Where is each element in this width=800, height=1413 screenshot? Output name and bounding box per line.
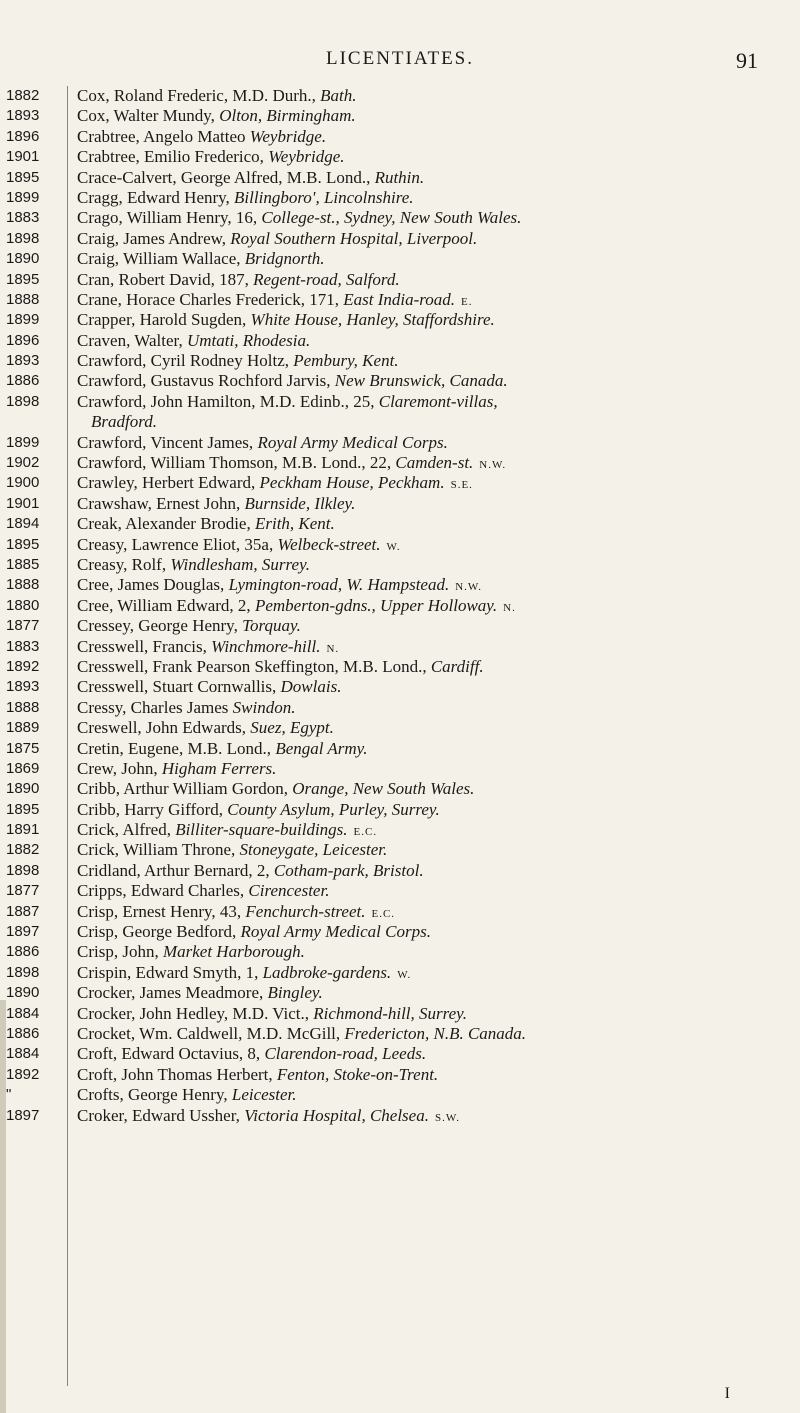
entry-name: Crago, William Henry, 16,: [77, 208, 262, 228]
entry-text: [77, 739, 780, 759]
entry-year: 1901: [6, 148, 40, 166]
list-item: [0, 535, 800, 555]
list-item: [0, 983, 800, 1003]
entry-address: Higham Ferrers.: [161, 758, 277, 778]
entry-address: Fenchurch-street.: [245, 901, 366, 921]
entry-address: Ladbroke-gardens.: [262, 962, 392, 982]
entry-name: Croft, John Thomas Herbert,: [77, 1064, 277, 1084]
entry-year: 1882: [6, 841, 40, 859]
entry-address: Bingley.: [267, 983, 323, 1003]
entry-name: Crabtree, Angelo Matteo: [77, 126, 250, 146]
entry-address: Bath.: [320, 86, 357, 105]
list-item: [0, 800, 800, 820]
entry-text: [77, 290, 780, 312]
entry-text: [77, 779, 780, 799]
entry-name: Cree, James Douglas,: [77, 575, 229, 595]
list-item: [0, 1044, 800, 1064]
entry-address: Cardiff.: [430, 656, 484, 676]
list-item: [0, 392, 800, 433]
entry-year: 1895: [6, 270, 40, 288]
entry-text: [77, 881, 780, 901]
entry-year: 1884: [6, 1004, 40, 1022]
entry-year: 1892: [6, 657, 40, 675]
entry-year: 1889: [6, 719, 40, 737]
entry-name: Craig, James Andrew,: [77, 228, 231, 248]
entry-address: Pemberton-gdns., Upper Holloway.: [254, 595, 498, 615]
entry-address: New Brunswick, Canada.: [334, 371, 508, 391]
entry-name: Crawford, Cyril Rodney Holtz,: [77, 351, 294, 371]
entry-name: Crawford, Gustavus Rochford Jarvis,: [77, 371, 335, 391]
entry-text: [77, 1024, 780, 1044]
list-item: [0, 1004, 800, 1024]
entry-address: Suez, Egypt.: [250, 718, 334, 738]
entry-district: N.: [326, 642, 340, 655]
entry-name: Creasy, Rolf,: [77, 555, 171, 574]
entry-name: Crisp, Ernest Henry, 43,: [77, 901, 246, 921]
entry-name: Crisp, John,: [77, 942, 163, 962]
entry-year: 1901: [6, 494, 40, 512]
entry-text: [77, 310, 780, 330]
entry-name: Crofts, George Henry,: [77, 1085, 232, 1105]
entry-year: 1891: [6, 821, 40, 839]
entry-name: Craven, Walter,: [77, 330, 187, 350]
entry-address: Fenton, Stoke-on-Trent.: [276, 1064, 439, 1084]
entry-address: Royal Army Medical Corps.: [240, 922, 431, 942]
entry-name: Croft, Edward Octavius, 8,: [77, 1044, 265, 1064]
entry-address: Weybridge.: [249, 126, 327, 146]
entry-year: 1893: [6, 107, 40, 125]
entry-text: [77, 861, 780, 881]
list-item: [0, 616, 800, 636]
entry-text: [77, 596, 780, 618]
entry-name: Crane, Horace Charles Frederick, 171,: [77, 289, 344, 309]
entry-address: Winchmore-hill.: [211, 636, 321, 656]
entry-year: 1893: [6, 352, 40, 370]
entry-year: 1884: [6, 1045, 40, 1063]
entry-name: Cripps, Edward Charles,: [77, 881, 249, 901]
list-item: [0, 1065, 800, 1085]
list-item: [0, 698, 800, 718]
entry-district: E.: [461, 295, 473, 308]
entry-name: Crawford, Vincent James,: [77, 432, 258, 452]
entry-name: Croker, Edward Ussher,: [77, 1105, 245, 1125]
entry-name: Creak, Alexander Brodie,: [77, 514, 255, 534]
entry-address: Umtati, Rhodesia.: [187, 330, 311, 350]
entry-text: [77, 820, 780, 842]
entry-text: [77, 657, 780, 677]
list-item: [0, 351, 800, 371]
entry-text: [77, 229, 780, 249]
entry-name: Crace-Calvert, George Alfred, M.B. Lond.,: [77, 167, 375, 187]
entry-address: Claremont-villas,: [378, 391, 498, 411]
entry-address: Bengal Army.: [275, 738, 368, 758]
list-item: [0, 188, 800, 208]
list-item: [0, 1024, 800, 1044]
list-item: [0, 718, 800, 738]
entry-address: Leicester.: [231, 1085, 297, 1105]
entry-text: [77, 392, 780, 433]
entry-year: 1899: [6, 188, 40, 206]
entry-year: 1896: [6, 127, 40, 145]
entry-district: W.: [397, 968, 412, 981]
entry-name: Cressy, Charles James: [77, 697, 233, 717]
list-item: [0, 1085, 800, 1105]
entry-year: 1898: [6, 392, 40, 410]
entry-year: 1895: [6, 800, 40, 818]
entry-address: Weybridge.: [268, 147, 345, 167]
entry-name: Crapper, Harold Sugden,: [77, 310, 251, 330]
entry-year: 1899: [6, 433, 40, 451]
entry-address: Richmond-hill, Surrey.: [313, 1003, 468, 1023]
entry-name: Crocket, Wm. Caldwell, M.D. McGill,: [77, 1023, 345, 1043]
entry-address: Peckham House, Peckham.: [259, 473, 445, 493]
entry-address: Ruthin.: [374, 167, 425, 187]
entry-district: W.: [386, 540, 401, 553]
list-item: [0, 637, 800, 657]
entry-text: [77, 575, 780, 597]
list-item: [0, 942, 800, 962]
entry-address: Royal Southern Hospital, Liverpool.: [230, 228, 478, 248]
entry-year: 1887: [6, 902, 40, 920]
entry-year: 1899: [6, 311, 40, 329]
entry-district: E.C.: [353, 826, 378, 839]
list-item: [0, 270, 800, 290]
entry-name: Crawley, Herbert Edward,: [77, 473, 260, 493]
entry-name: Crocker, James Meadmore,: [77, 983, 268, 1003]
entry-address: College-st., Sydney, New South Wales.: [261, 208, 522, 228]
entry-year: 1902: [6, 454, 40, 472]
entry-year: 1888: [6, 576, 40, 594]
entry-name: Cressey, George Henry,: [77, 616, 243, 636]
entry-year: 1882: [6, 87, 40, 104]
entry-text: [77, 840, 780, 860]
entry-address: Cirencester.: [248, 881, 330, 901]
entry-year: 1895: [6, 168, 40, 186]
entry-district: N.: [503, 601, 516, 614]
entry-name: Crawford, William Thomson, M.B. Lond., 22,: [77, 453, 396, 473]
entry-text: [77, 677, 780, 697]
entry-address: County Asylum, Purley, Surrey.: [227, 799, 440, 819]
list-item: [0, 168, 800, 188]
list-item: [0, 922, 800, 942]
entry-year: 1888: [6, 290, 40, 308]
entry-text: [77, 473, 780, 495]
entry-address: East India-road.: [343, 289, 455, 309]
entry-name: Crew, John,: [77, 758, 162, 778]
entry-district: S.E.: [450, 479, 473, 492]
list-item: [0, 249, 800, 269]
entry-text: [77, 983, 780, 1003]
entry-text: [77, 371, 780, 391]
list-item: [0, 677, 800, 697]
page-number: 91: [736, 48, 758, 73]
entry-address: Victoria Hospital, Chelsea.: [244, 1105, 429, 1125]
entry-text: [77, 759, 780, 779]
entry-text: [77, 453, 780, 475]
entry-address: Royal Army Medical Corps.: [257, 432, 448, 452]
entry-year: 1888: [6, 698, 40, 716]
entry-name: Craig, William Wallace,: [77, 249, 245, 269]
entry-name: Crisp, George Bedford,: [77, 922, 241, 942]
entry-year: 1895: [6, 535, 40, 553]
entry-address: White House, Hanley, Staffordshire.: [250, 310, 495, 330]
entry-name: Crabtree, Emilio Frederico,: [77, 147, 269, 167]
entry-district: N.W.: [455, 581, 483, 594]
entry-district: S.W.: [434, 1111, 460, 1124]
entry-name: Creswell, John Edwards,: [77, 718, 251, 738]
entry-year: ": [6, 1086, 12, 1104]
entry-text: [77, 800, 780, 820]
entry-address: Olton, Birmingham.: [219, 106, 356, 126]
entry-year: 1877: [6, 617, 40, 635]
licentiates-list: [0, 86, 800, 1126]
entry-year: 1869: [6, 759, 40, 777]
list-item: [0, 514, 800, 534]
entry-address: Welbeck-street.: [277, 534, 381, 554]
entry-address-continued: Bradford.: [91, 412, 157, 432]
entry-name: Cretin, Eugene, M.B. Lond.,: [77, 738, 276, 758]
list-item: [0, 1106, 800, 1126]
entry-year: 1886: [6, 1024, 40, 1042]
entry-address: Cotham-park, Bristol.: [273, 860, 424, 880]
entry-year: 1893: [6, 678, 40, 696]
list-item: [0, 433, 800, 453]
list-item: [0, 820, 800, 840]
entry-address: Clarendon-road, Leeds.: [264, 1044, 427, 1064]
entry-address: Orange, New South Wales.: [292, 779, 475, 799]
list-item: [0, 310, 800, 330]
entry-year: 1890: [6, 780, 40, 798]
entry-name: Crawford, John Hamilton, M.D. Edinb., 25,: [77, 391, 379, 411]
entry-year: 1898: [6, 229, 40, 247]
entry-year: 1890: [6, 250, 40, 268]
entry-name: Crispin, Edward Smyth, 1,: [77, 962, 263, 982]
entry-text: [77, 270, 780, 290]
entry-text: [77, 1106, 780, 1128]
entry-name: Cragg, Edward Henry,: [77, 187, 235, 207]
entry-text: [77, 168, 780, 188]
list-item: [0, 657, 800, 677]
entry-text: [77, 1085, 780, 1105]
list-item: [0, 759, 800, 779]
entry-district: E.C.: [371, 907, 396, 920]
entry-address: Windlesham, Surrey.: [170, 555, 310, 574]
entry-year: 1886: [6, 372, 40, 390]
entry-address: Erith, Kent.: [254, 514, 335, 534]
list-item: [0, 86, 800, 106]
entry-year: 1883: [6, 209, 40, 227]
entry-year: 1883: [6, 637, 40, 655]
entry-name: Cresswell, Stuart Cornwallis,: [77, 677, 281, 697]
entry-name: Crick, Alfred,: [77, 820, 176, 840]
entry-text: [77, 514, 780, 534]
entry-text: [77, 249, 780, 269]
entry-address: Swindon.: [232, 697, 296, 717]
entry-address: Dowlais.: [280, 677, 342, 697]
entry-address: Torquay.: [242, 616, 301, 636]
list-item: [0, 861, 800, 881]
entry-name: Cran, Robert David, 187,: [77, 269, 254, 289]
entry-text: [77, 698, 780, 718]
entry-name: Crocker, John Hedley, M.D. Vict.,: [77, 1003, 314, 1023]
entry-name: Cox, Walter Mundy,: [77, 106, 220, 126]
list-item: [0, 575, 800, 595]
entry-year: 1885: [6, 556, 40, 573]
entry-address: Camden-st.: [395, 453, 474, 473]
entry-year: 1890: [6, 984, 40, 1002]
entry-text: [77, 208, 780, 228]
entry-year: 1897: [6, 1106, 40, 1124]
entry-name: Cresswell, Frank Pearson Skeffington, M.B. Lond.,: [77, 656, 431, 676]
list-item: [0, 453, 800, 473]
entry-year: 1900: [6, 474, 40, 492]
entry-text: [77, 718, 780, 738]
list-item: [0, 331, 800, 351]
entry-address: Lymington-road, W. Hampstead.: [228, 575, 450, 595]
entry-text: [77, 127, 780, 147]
entry-address: Regent-road, Salford.: [253, 269, 400, 289]
entry-text: [77, 1065, 780, 1085]
entry-district: N.W.: [479, 459, 507, 472]
entry-name: Cresswell, Francis,: [77, 636, 212, 656]
entry-address: Stoneygate, Leicester.: [239, 840, 388, 860]
entry-name: Cridland, Arthur Bernard, 2,: [77, 860, 274, 880]
entry-text: [77, 902, 780, 924]
list-item: [0, 290, 800, 310]
entry-text: [77, 86, 780, 106]
entry-year: 1875: [6, 739, 40, 757]
entry-text: [77, 1044, 780, 1064]
entry-text: [77, 922, 780, 942]
entry-name: Cox, Roland Frederic, M.D. Durh.,: [77, 86, 321, 105]
entry-year: 1886: [6, 943, 40, 961]
list-item: [0, 106, 800, 126]
entry-address: Burnside, Ilkley.: [244, 493, 356, 513]
entry-text: [77, 494, 780, 514]
entry-text: [77, 188, 780, 208]
list-item: [0, 881, 800, 901]
page-header: [0, 48, 800, 78]
list-item: [0, 473, 800, 493]
entry-text: [77, 535, 780, 557]
entry-text: [77, 637, 780, 659]
entry-text: [77, 433, 780, 453]
entry-year: 1897: [6, 923, 40, 941]
entry-name: Crick, William Throne,: [77, 840, 240, 860]
list-item: [0, 963, 800, 983]
list-item: [0, 208, 800, 228]
entry-text: [77, 147, 780, 167]
list-item: [0, 229, 800, 249]
entry-year: 1896: [6, 331, 40, 349]
list-item: [0, 840, 800, 860]
list-item: [0, 902, 800, 922]
entry-text: [77, 555, 780, 575]
running-title: LICENTIATES.: [325, 48, 474, 69]
entry-year: 1892: [6, 1065, 40, 1083]
entry-name: Creasy, Lawrence Eliot, 35a,: [77, 534, 278, 554]
entry-name: Cribb, Arthur William Gordon,: [77, 779, 293, 799]
list-item: [0, 127, 800, 147]
entry-year: 1898: [6, 861, 40, 879]
entry-year: 1880: [6, 596, 40, 614]
entry-text: [77, 942, 780, 962]
entry-year: 1877: [6, 882, 40, 900]
entry-text: [77, 1004, 780, 1024]
entry-text: [77, 963, 780, 985]
entry-address: Market Harborough.: [162, 942, 305, 962]
entry-text: [77, 616, 780, 636]
entry-year: 1898: [6, 963, 40, 981]
list-item: [0, 779, 800, 799]
entry-text: [77, 331, 780, 351]
entry-name: Cribb, Harry Gifford,: [77, 799, 228, 819]
list-item: [0, 494, 800, 514]
list-item: [0, 596, 800, 616]
list-item: [0, 147, 800, 167]
entry-address: Fredericton, N.B. Canada.: [344, 1023, 527, 1043]
signature-mark: I: [724, 1385, 730, 1402]
entry-address: Pembury, Kent.: [293, 351, 399, 371]
entry-address: Billingboro', Lincolnshire.: [234, 187, 414, 207]
list-item: [0, 555, 800, 575]
entry-name: Cree, William Edward, 2,: [77, 595, 255, 615]
entry-name: Crawshaw, Ernest John,: [77, 493, 245, 513]
entry-text: [77, 351, 780, 371]
entry-text: [77, 106, 780, 126]
entry-address: Bridgnorth.: [244, 249, 325, 269]
list-item: [0, 371, 800, 391]
entry-address: Billiter-square-buildings.: [175, 820, 348, 840]
entry-year: 1894: [6, 515, 40, 533]
list-item: [0, 739, 800, 759]
